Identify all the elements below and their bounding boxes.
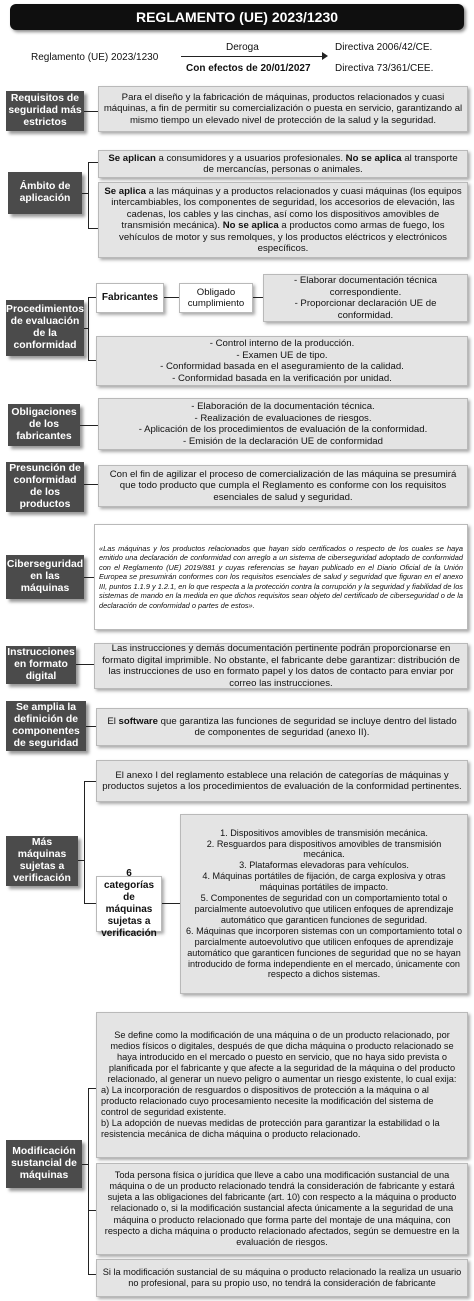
category-definicion: Se amplia la definición de componentes de seguridad bbox=[6, 701, 86, 751]
obligado-box: Obligado cumplimiento bbox=[179, 283, 253, 313]
header-arrowhead bbox=[322, 52, 328, 60]
header-verb-deroga: Deroga bbox=[226, 42, 259, 53]
fabricantes-tasks: - Elaborar documentación técnica correspondiente. - Proporcionar declaración UE de conformidad. bbox=[263, 274, 468, 322]
requisitos-text: Para el diseño y la fabricación de máquinas, productos relacionados y cuasi máquinas, a fin de permitir su comercialización o puesta en servicio, garantizando al mismo tiempo un elevado nivel de protección de la salud y la seguridad. bbox=[98, 86, 468, 132]
header-target-2: Directiva 73/361/CEE. bbox=[335, 63, 434, 74]
ambito-text-1: Se aplican a consumidores y a usuarios profesionales. No se aplica al transporte de mercancías, personas o animales. bbox=[98, 150, 468, 178]
connector bbox=[253, 297, 263, 298]
connector bbox=[84, 781, 85, 903]
instrucciones-text: Las instrucciones y demás documentación pertinente podrán proporcionarse en formato digital imprimible. No obstante, el fabricante debe garantizar: distribución de las instrucciones de uso en formato papel y los datos de contacto para enviar por correo las instrucciones. bbox=[94, 643, 468, 689]
connector bbox=[84, 111, 98, 112]
category-ciberseguridad: Ciberseguridad en las máquinas bbox=[6, 555, 84, 599]
connector bbox=[88, 1088, 96, 1089]
connector bbox=[76, 664, 94, 665]
header-arrow-line bbox=[181, 56, 323, 57]
obligaciones-list: - Elaboración de la documentación técnica. - Realización de evaluaciones de riesgos. - Aplicación de los procedimientos de evaluación de la conformidad. - Emisión de la declaración UE de conformidad bbox=[98, 398, 468, 450]
connector bbox=[84, 484, 98, 485]
connector bbox=[86, 726, 96, 727]
header-target-1: Directiva 2006/42/CE. bbox=[335, 42, 433, 53]
fabricantes-box: Fabricantes bbox=[96, 283, 164, 313]
connector bbox=[88, 297, 96, 298]
procedimientos-list: - Control interno de la producción. - Examen UE de tipo. - Conformidad basada en el aseguramiento de la calidad. - Conformidad basada en la verificación por unidad. bbox=[96, 336, 468, 386]
page-title: REGLAMENTO (UE) 2023/1230 bbox=[10, 4, 464, 30]
verificacion-list: 1. Dispositivos amovibles de transmisión mecánica. 2. Resguardos para dispositivos amovibles de transmisión mecánica. 3. Plataformas elevadoras para vehículos. 4. Máquinas portátiles de fijación, de carga explosiva y otras máquinas portátiles de impacto. 5. Componentes de seguridad con un comportamiento total o parcialmente autoevolutivo que utilicen enfoques de aprendizaje automático que garanticen funciones de seguridad. 6. Máquinas que incorporen sistemas con un comportamiento total o parcialmente autoevolutivo que utilicen enfoques de aprendizaje automático que garanticen funciones de seguridad que no se hayan introducido de forma independiente en el mercado, únicamente con respecto a dichos sistemas. bbox=[180, 814, 468, 994]
category-verificacion: Más máquinas sujetas a verificación bbox=[6, 836, 78, 886]
connector bbox=[164, 297, 179, 298]
header-source: Reglamento (UE) 2023/1230 bbox=[31, 52, 159, 63]
connector bbox=[88, 162, 89, 228]
connector bbox=[88, 1088, 89, 1274]
connector bbox=[88, 297, 89, 360]
modificacion-text-2: Toda persona física o jurídica que lleve a cabo una modificación sustancial de una máquina o de un producto relacionado tendrá la consideración de fabricante y estará sujeta a las obligaciones del fabricante (art. 10) con respecto a la máquina o producto relacionado o, si la modificación sustancial afecta únicamente a la seguridad de una máquina o producto relacionado que forma parte del montaje de una máquina, con respecto a dicha máquina o producto relacionado afectados, según se demuestre en la evaluación de riesgos. bbox=[96, 1163, 468, 1255]
definicion-text: El software que garantiza las funciones de seguridad se incluye dentro del listado de componentes de seguridad (anexo II). bbox=[96, 708, 468, 746]
connector bbox=[88, 1274, 96, 1275]
ciberseguridad-text: «Las máquinas y los productos relacionados que hayan sido certificados o respecto de los cuales se haya emitido una declaración de conformidad con arreglo a un sistema de ciberseguridad adoptado de conformidad con el Reglamento (UE) 2019/881 y cuyas referencias se hayan publicado en el Diario Oficial de la Unión Europea se presumirán conformes con los requisitos esenciales de salud y seguridad que figuran en el anexo III, puntos 1.1.9 y 1.2.1, en lo que respecta a la protección contra la corrupción y la seguridad y fiabilidad de los sistemas de mando en la medida en que dichos requisitos sean objeto del certificado de ciberseguridad o de la declaración de conformidad o partes de estos». bbox=[94, 524, 468, 630]
category-ambito: Ámbito de aplicación bbox=[8, 172, 82, 214]
category-modificacion: Modificación sustancial de máquinas bbox=[6, 1140, 82, 1188]
verificacion-sublabel: 6 categorías de máquinas sujetas a verificación bbox=[96, 876, 162, 932]
connector bbox=[88, 228, 98, 229]
connector bbox=[80, 425, 98, 426]
connector bbox=[162, 903, 180, 904]
connector bbox=[84, 577, 94, 578]
connector bbox=[88, 162, 98, 163]
connector bbox=[84, 903, 96, 904]
header-verb-efectos: Con efectos de 20/01/2027 bbox=[186, 63, 311, 74]
category-procedimientos: Procedimientos de evaluación de la conformidad bbox=[6, 300, 84, 356]
modificacion-text-3: Si la modificación sustancial de su máquina o producto relacionado la realiza un usuario no profesional, para su propio uso, no tendrá la consideración de fabricante bbox=[96, 1259, 468, 1297]
connector bbox=[88, 360, 96, 361]
verificacion-text: El anexo I del reglamento establece una relación de categorías de máquinas y productos sujetos a los procedimientos de evaluación de la conformidad pertinentes. bbox=[96, 760, 468, 802]
category-instrucciones: Instrucciones en formato digital bbox=[6, 646, 76, 684]
connector bbox=[88, 1210, 96, 1211]
modificacion-text-1: Se define como la modificación de una máquina o de un producto relacionado, por medios físicos o digitales, después de que dicha máquina o producto relacionado se haya introducido en el mercado o puesto en servicio, que no haya sido prevista o planificada por el fabricante y que afecte a la seguridad de la máquina o del producto relacionado, al generar un nuevo peligro o aumentar un riesgo existente, lo cual exija: a) La incorporación de resguardos o dispositivos de protección a la máquina o al producto relacionado cuyo procesamiento necesite la modificación del sistema de control de seguridad existente. b) La adopción de nuevas medidas de protección para garantizar la estabilidad o la resistencia mecánica de dicha máquina o producto relacionado. bbox=[96, 1012, 468, 1158]
category-presuncion: Presunción de conformidad de los productos bbox=[6, 462, 84, 512]
ambito-text-2: Se aplica a las máquinas y a productos relacionados y cuasi máquinas (los equipos intercambiables, los componentes de seguridad, los accesorios de elevación, las cadenas, los cables y las cinchas, así como los dispositivos amovibles de transmisión mecánica). No se aplica a productos como armas de fuego, los vehículos de motor y sus remolques, y los productos eléctricos y electrónicos específicos. bbox=[98, 182, 468, 258]
connector bbox=[84, 781, 96, 782]
category-requisitos: Requisitos de seguridad más estrictos bbox=[6, 91, 84, 131]
category-obligaciones: Obligaciones de los fabricantes bbox=[8, 404, 80, 446]
presuncion-text: Con el fin de agilizar el proceso de comercialización de las máquina se presumirá que todo producto que cumpla el Reglamento es conforme con los requisitos esenciales de salud y seguridad. bbox=[98, 465, 468, 507]
